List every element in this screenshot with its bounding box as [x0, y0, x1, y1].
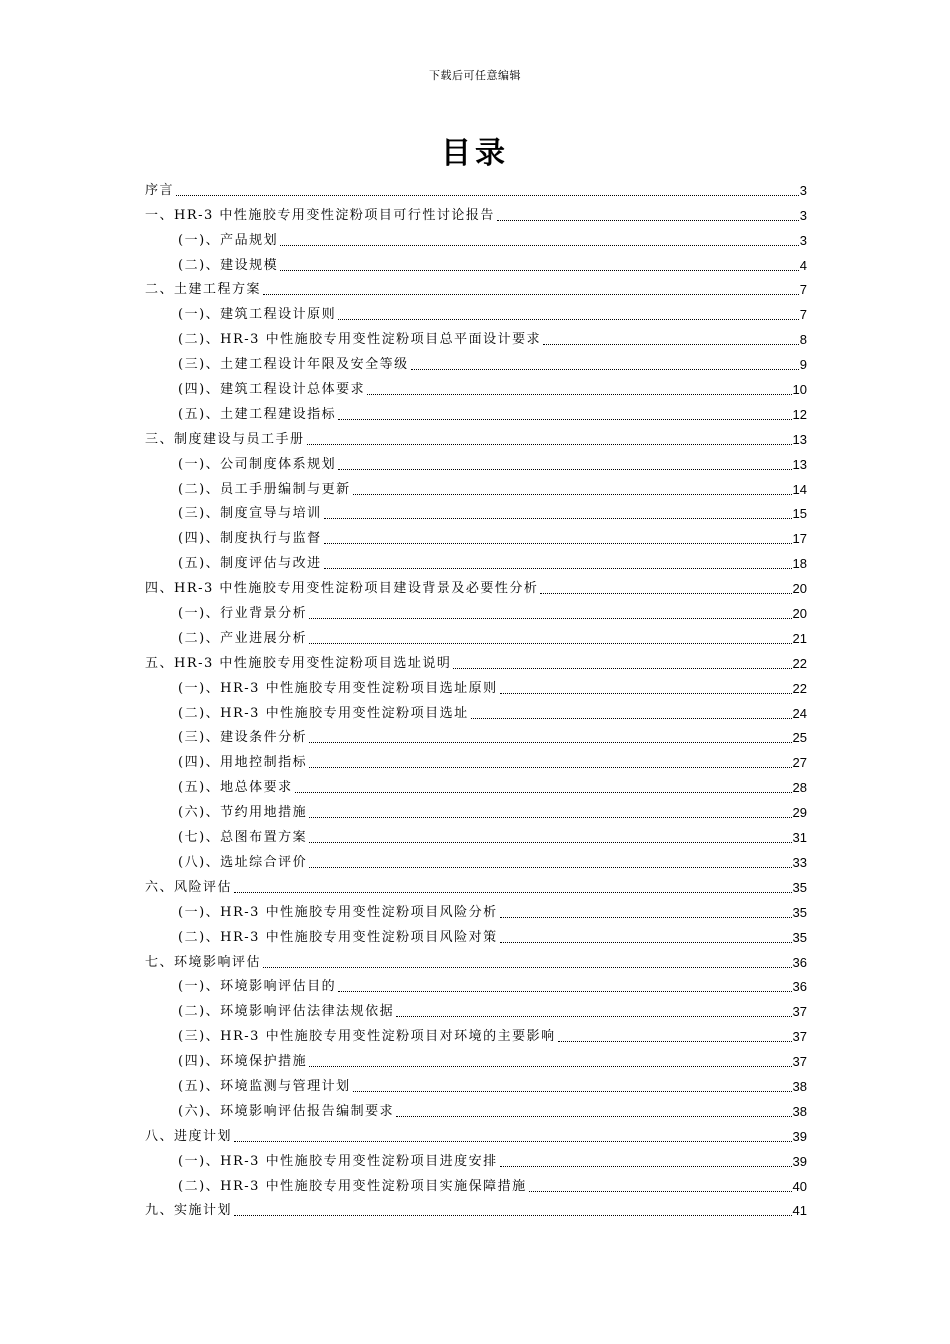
- toc-entry-page: 3: [799, 207, 807, 223]
- toc-dot-leader: [453, 668, 791, 669]
- toc-entry-text: (七)、总图布置方案: [178, 830, 308, 846]
- toc-dot-leader: [324, 568, 792, 569]
- toc-dot-leader: [280, 245, 799, 246]
- toc-entry[interactable]: [145, 573, 807, 598]
- toc-entry[interactable]: [145, 523, 807, 548]
- toc-dot-leader: [353, 494, 792, 495]
- toc-entry-text: (四)、建筑工程设计总体要求: [178, 382, 366, 398]
- toc-entry-page: 39: [792, 1128, 807, 1144]
- toc-entry-page: 3: [799, 232, 807, 248]
- toc-entry[interactable]: [145, 548, 807, 573]
- toc-entry-page: 39: [792, 1153, 807, 1169]
- toc-entry[interactable]: [145, 947, 807, 972]
- toc-entry[interactable]: [145, 648, 807, 673]
- toc-entry[interactable]: [145, 349, 807, 374]
- toc-entry-page: 36: [792, 954, 807, 970]
- toc-entry-text: (二)、HR-3 中性施胶专用变性淀粉项目总平面设计要求: [178, 332, 542, 348]
- toc-entry-page: 37: [792, 1054, 807, 1070]
- toc-dot-leader: [543, 344, 799, 345]
- toc-entry-page: 35: [792, 904, 807, 920]
- toc-dot-leader: [234, 892, 792, 893]
- toc-entry[interactable]: [145, 1121, 807, 1146]
- toc-entry-page: 13: [792, 431, 807, 447]
- toc-dot-leader: [540, 593, 791, 594]
- toc-entry-page: 33: [792, 854, 807, 870]
- toc-entry[interactable]: [145, 1046, 807, 1071]
- toc-entry-page: 38: [792, 1078, 807, 1094]
- toc-entry-text: 八、进度计划: [145, 1128, 233, 1144]
- toc-dot-leader: [309, 618, 791, 619]
- toc-entry-page: 36: [792, 979, 807, 995]
- toc-entry-text: (一)、HR-3 中性施胶专用变性淀粉项目风险分析: [178, 904, 498, 920]
- toc-entry[interactable]: [145, 822, 807, 847]
- toc-dot-leader: [263, 967, 792, 968]
- toc-entry[interactable]: [145, 922, 807, 947]
- toc-dot-leader: [500, 917, 792, 918]
- toc-entry-text: (四)、环境保护措施: [178, 1054, 308, 1070]
- toc-dot-leader: [396, 1016, 791, 1017]
- toc-entry-text: (一)、建筑工程设计原则: [178, 307, 337, 323]
- toc-entry-text: (一)、行业背景分析: [178, 606, 308, 622]
- toc-entry-page: 27: [792, 755, 807, 771]
- toc-entry[interactable]: [145, 1146, 807, 1171]
- toc-entry[interactable]: [145, 772, 807, 797]
- toc-entry-page: 3: [799, 182, 807, 198]
- toc-entry[interactable]: [145, 598, 807, 623]
- toc-entry-page: 8: [799, 332, 807, 348]
- toc-entry-text: (二)、HR-3 中性施胶专用变性淀粉项目实施保障措施: [178, 1178, 527, 1194]
- toc-entry-text: (二)、环境影响评估法律法规依据: [178, 1004, 395, 1020]
- toc-entry-text: 五、HR-3 中性施胶专用变性淀粉项目选址说明: [145, 655, 452, 671]
- toc-entry-text: (一)、产品规划: [178, 232, 279, 248]
- toc-entry-text: 四、HR-3 中性施胶专用变性淀粉项目建设背景及必要性分析: [145, 581, 539, 597]
- toc-entry-text: (二)、建设规模: [178, 257, 279, 273]
- toc-dot-leader: [558, 1041, 792, 1042]
- toc-dot-leader: [500, 942, 792, 943]
- toc-entry-text: (一)、HR-3 中性施胶专用变性淀粉项目进度安排: [178, 1153, 498, 1169]
- toc-entry[interactable]: [145, 474, 807, 499]
- toc-entry-text: (一)、环境影响评估目的: [178, 979, 337, 995]
- toc-entry-text: (三)、土建工程设计年限及安全等级: [178, 357, 409, 373]
- toc-entry-text: (二)、HR-3 中性施胶专用变性淀粉项目选址: [178, 705, 469, 721]
- toc-entry-page: 25: [792, 730, 807, 746]
- toc-entry[interactable]: [145, 1196, 807, 1221]
- toc-dot-leader: [263, 294, 799, 295]
- toc-entry[interactable]: [145, 250, 807, 275]
- toc-entry[interactable]: [145, 797, 807, 822]
- toc-entry-page: 15: [792, 506, 807, 522]
- toc-entry[interactable]: [145, 847, 807, 872]
- toc-entry-text: (一)、公司制度体系规划: [178, 456, 337, 472]
- toc-entry-text: (四)、用地控制指标: [178, 755, 308, 771]
- toc-dot-leader: [338, 991, 791, 992]
- toc-dot-leader: [497, 220, 799, 221]
- toc-entry[interactable]: [145, 200, 807, 225]
- toc-entry-page: 14: [792, 481, 807, 497]
- toc-dot-leader: [338, 419, 791, 420]
- toc-entry[interactable]: [145, 299, 807, 324]
- toc-entry-page: 12: [792, 406, 807, 422]
- toc-dot-leader: [307, 444, 792, 445]
- toc-dot-leader: [367, 394, 791, 395]
- toc-entry-page: 38: [792, 1103, 807, 1119]
- toc-dot-leader: [309, 643, 791, 644]
- toc-entry-page: 22: [792, 655, 807, 671]
- toc-dot-leader: [280, 270, 799, 271]
- toc-entry[interactable]: [145, 972, 807, 997]
- toc-entry[interactable]: [145, 623, 807, 648]
- toc-entry-text: (二)、HR-3 中性施胶专用变性淀粉项目风险对策: [178, 929, 498, 945]
- toc-dot-leader: [309, 1066, 791, 1067]
- toc-dot-leader: [529, 1191, 792, 1192]
- toc-entry-page: 10: [792, 382, 807, 398]
- toc-entry-text: 三、制度建设与员工手册: [145, 431, 305, 447]
- toc-entry-page: 41: [792, 1203, 807, 1219]
- toc-title: 目录: [441, 136, 509, 171]
- toc-entry[interactable]: [145, 1071, 807, 1096]
- toc-entry-page: 35: [792, 929, 807, 945]
- toc-entry-text: (五)、地总体要求: [178, 780, 293, 796]
- toc-dot-leader: [396, 1116, 791, 1117]
- toc-entry-page: 28: [792, 780, 807, 796]
- toc-entry-page: 17: [792, 531, 807, 547]
- toc-dot-leader: [309, 867, 791, 868]
- toc-entry-text: (四)、制度执行与监督: [178, 531, 322, 547]
- toc-entry[interactable]: [145, 1021, 807, 1046]
- toc-entry-page: 20: [792, 606, 807, 622]
- toc-dot-leader: [500, 693, 792, 694]
- toc-entry[interactable]: [145, 1171, 807, 1196]
- toc-entry[interactable]: [145, 324, 807, 349]
- toc-entry-text: 二、土建工程方案: [145, 282, 262, 298]
- toc-dot-leader: [411, 369, 799, 370]
- toc-dot-leader: [500, 1166, 792, 1167]
- toc-entry-text: (五)、土建工程建设指标: [178, 406, 337, 422]
- toc-entry[interactable]: [145, 872, 807, 897]
- toc-entry[interactable]: [145, 449, 807, 474]
- table-of-contents: [145, 175, 807, 1220]
- toc-dot-leader: [309, 742, 791, 743]
- toc-entry-text: 一、HR-3 中性施胶专用变性淀粉项目可行性讨论报告: [145, 207, 495, 223]
- toc-entry-page: 35: [792, 879, 807, 895]
- toc-entry-text: (三)、建设条件分析: [178, 730, 308, 746]
- toc-entry-page: 22: [792, 680, 807, 696]
- toc-dot-leader: [176, 195, 799, 196]
- toc-dot-leader: [324, 543, 792, 544]
- toc-entry-text: (三)、制度宣导与培训: [178, 506, 322, 522]
- toc-entry-page: 20: [792, 581, 807, 597]
- toc-entry[interactable]: [145, 275, 807, 300]
- toc-dot-leader: [324, 518, 792, 519]
- toc-entry-text: (一)、HR-3 中性施胶专用变性淀粉项目选址原则: [178, 680, 498, 696]
- toc-entry-page: 40: [792, 1178, 807, 1194]
- toc-entry-page: 7: [799, 307, 807, 323]
- toc-entry-page: 37: [792, 1029, 807, 1045]
- toc-dot-leader: [309, 817, 791, 818]
- toc-entry[interactable]: [145, 747, 807, 772]
- toc-entry-text: 六、风险评估: [145, 879, 233, 895]
- toc-dot-leader: [295, 792, 792, 793]
- toc-entry-page: 18: [792, 556, 807, 572]
- toc-entry-text: (五)、环境监测与管理计划: [178, 1078, 351, 1094]
- toc-dot-leader: [353, 1091, 792, 1092]
- toc-entry-page: 9: [799, 357, 807, 373]
- toc-entry-page: 37: [792, 1004, 807, 1020]
- toc-entry-text: 九、实施计划: [145, 1203, 233, 1219]
- toc-dot-leader: [234, 1141, 792, 1142]
- toc-entry-text: (二)、员工手册编制与更新: [178, 481, 351, 497]
- toc-entry[interactable]: [145, 175, 807, 200]
- toc-entry[interactable]: [145, 399, 807, 424]
- toc-entry-page: 13: [792, 456, 807, 472]
- toc-entry-page: 4: [799, 257, 807, 273]
- toc-entry-page: 29: [792, 805, 807, 821]
- toc-dot-leader: [309, 767, 791, 768]
- toc-entry-text: (六)、节约用地措施: [178, 805, 308, 821]
- header-note: 下载后可任意编辑: [429, 69, 521, 82]
- toc-entry[interactable]: [145, 424, 807, 449]
- toc-dot-leader: [234, 1215, 792, 1216]
- toc-entry[interactable]: [145, 374, 807, 399]
- toc-dot-leader: [471, 718, 792, 719]
- toc-entry-text: (六)、环境影响评估报告编制要求: [178, 1103, 395, 1119]
- toc-entry-text: (三)、HR-3 中性施胶专用变性淀粉项目对环境的主要影响: [178, 1029, 556, 1045]
- toc-entry[interactable]: [145, 499, 807, 524]
- toc-dot-leader: [309, 842, 791, 843]
- toc-entry[interactable]: [145, 723, 807, 748]
- toc-entry[interactable]: [145, 1096, 807, 1121]
- toc-entry-text: (五)、制度评估与改进: [178, 556, 322, 572]
- toc-entry[interactable]: [145, 698, 807, 723]
- toc-entry[interactable]: [145, 897, 807, 922]
- toc-entry-page: 21: [792, 630, 807, 646]
- toc-entry-text: 七、环境影响评估: [145, 954, 262, 970]
- toc-dot-leader: [338, 319, 799, 320]
- toc-entry[interactable]: [145, 996, 807, 1021]
- toc-entry[interactable]: [145, 225, 807, 250]
- toc-entry-page: 31: [792, 830, 807, 846]
- toc-entry-page: 7: [799, 282, 807, 298]
- toc-entry-text: 序言: [145, 182, 175, 198]
- toc-entry-page: 24: [792, 705, 807, 721]
- toc-entry[interactable]: [145, 673, 807, 698]
- toc-entry-text: (二)、产业进展分析: [178, 630, 308, 646]
- toc-dot-leader: [338, 469, 791, 470]
- toc-entry-text: (八)、选址综合评价: [178, 854, 308, 870]
